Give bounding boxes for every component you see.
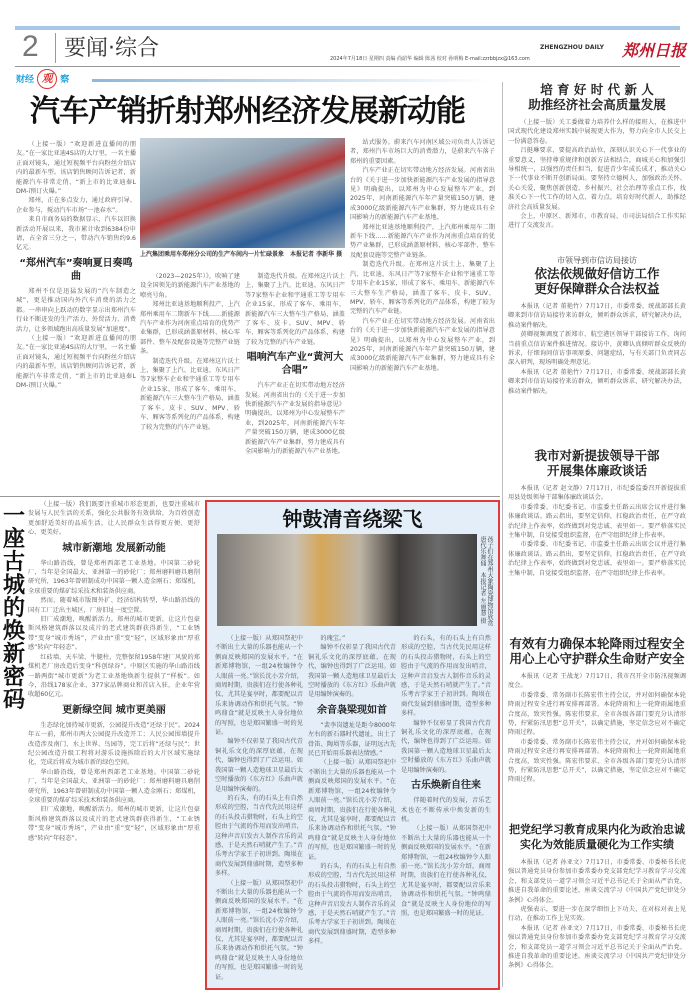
subheading: 更新绿空间 城市更美丽 [62,704,166,716]
feature-headline: 钟鼓清音绕梁飞 [282,507,423,531]
article-headline: 用心上心守护群众生命财产安全 [509,651,685,666]
lead-column-3: 制造迭代升级。在郑州这片沃土上，集聚了上汽、比亚迪、东风日产等7家整车企业和宇通重工等专用车企业15家，形成了客车、乘用车、新能源汽车三大整车生产格局，涵盖了客车、皮卡、SUV、MPV、轿车、厢客等系列化的产品体系，构建了较为完整的汽车产业链。 唱响汽车产业“黄河大合唱” 汽车产业正在切实带动地方经济发展。河南省出台的《关于进一步加快新能源汽车产业发展的指导意见》明确提出，以郑州为中心发展整车产业，到2025年，河南新能源汽车年产量突破150万辆，建成3000亿级新能源汽车产业集群，努力建成具有全国影响力的新能源汽车产业基地。 [245,273,345,456]
subheading: 古乐焕新自往来 [411,780,481,792]
tag-prefix: 财经 [16,75,35,85]
divider [92,79,492,82]
feature-column-2: 的瑰宝。” 编钟不仅彰显了我国古代青铜礼乐文化的深厚底蕴，在现代，编钟也得到了广泛运用。如我国第一颗人造地球卫星最后太空时播放的《东方红》乐曲声就是用编钟演奏的。 余音袅梁现如首 “裴李岗遗址是距今8000年左右的新石器时代遗址，出土了骨笛、陶埙等乐器，证明远古先民已开始用乐器表达情感。” （上接一版）从郑国祭祀中不断出土大量的乐器也能从一个侧面反映郑国的发展水平。“在新郑博物馆，一组24枚编钟令人眼前一亮。”馆长沈小芳介绍，商周时期，贵族们在行使各种礼仪，尤其是宴享时，都要配以音乐来协调动作和烘托气氛。“钟鸣鼎食”就是反映主人身份地位的写照，也是郑国繁盛一时的见证。 的石头，有的石头上有自然形成的空腔，当古代先民用这样的石头投击猎物时，石头上的空腔由于气流的作用而发出哨音，这种声音启发古人制作音乐的灵感，于是天然石哨就产生了。”音乐考古学家王子初讲到。陶埙在商代发展到鼎盛时期，造型多种多样。 [308,635,396,946]
article-body: 本报讯（记者 王战龙）7月17日，我市召开全市防汛视频调度会。 市委常委、常务副市长陈宏伟主持会议，并对如何确保本轮降雨过程安全进行再安排再部署。本轮降雨和上一轮降雨属地重合度高，致灾性强。陈宏伟要求，全市各级各部门要充分认清形势，拧紧防汛思想“总开关”，以确定措施，坚定信念应对不确定降雨过程。 市委常委、常务副市长陈宏伟主持会议，并对如何确保本轮降雨过程安全进行再安排再部署。本轮降雨和上一轮降雨属地重合度高，致灾性强。陈宏伟要求，全市各级各部门要充分认清形势，拧紧防汛思想“总开关”，以确定措施，坚定信念应对不确定降雨过程。 [508,673,686,784]
paper-english-name: ZHENGZHOU DAILY [540,44,604,51]
lead-column-4: 站式服务。蔚来汽车河南区域公司负责人告诉记者，郑州汽车市场巨大的消费潜力，是蔚来汽车落子郑州的重要因素。 汽车产业正在切实带动地方经济发展。河南省出台的《关于进一步加快新能源汽车产业发展的指导意见》明确提出，以郑州为中心发展整车产业，到2025年，河南新能源汽车年产量突破150万辆，建成3000亿级新能源汽车产业集群，努力建成具有全国影响力的新能源汽车产业基地。 郑州比亚迪基地顺利投产，上汽郑州乘用车二期新车下线……新能源汽车产业作为河南重点培育的优势产业集群，已形成涵盖原材料、核心零部件、整车及配套设施等完整产业链条。 制造迭代升级。在郑州这片沃土上，集聚了上汽、比亚迪、东风日产等7家整车企业和宇通重工等专用车企业15家，形成了客车、乘用车、新能源汽车三大整车生产格局，涵盖了客车、皮卡、SUV、MPV、轿车、厢客等系列化的产品体系，构建了较为完整的汽车产业链。 汽车产业正在切实带动地方经济发展。河南省出台的《关于进一步加快新能源汽车产业发展的指导意见》明确提出，以郑州为中心发展整车产业，到2025年，河南新能源汽车年产量突破150万辆，建成3000亿级新能源汽车产业集群，努力建成具有全国影响力的新能源汽车产业基地。 [350,139,495,372]
photo-caption: 上汽集团乘用车郑州分公司的生产车间内一片忙碌景象 本报记者 李新华 摄 [140,251,343,258]
article-body: （上接一版）关工委做着力培养什么样的接班人，在推进中国式现代化建设郑州实践中展现更大作为，努力向全市人民交上一份满意答卷。 吕挺琳要求，要提高政治站位，深刻认识关心下一代事业的重要意义，坚持尊重规律和创新方法相结合，商城关心和加强引导相统一，以强烈的责任担当，促进青少年成长成才，推动关心下一代事业不断开创新局面。要坚持立德树人，加强政治关怀、关心关爱，聚焦创新创造、乡村振兴、社会治理等重点工作，找准关心下一代工作的切入点、着力点，培育好时代新人，助推经济社会高质量发展。 会上，中原区、新郑市、市教育局、市司法局结合工作实际进行了交流发言。 [508,119,686,230]
divider [502,82,503,987]
article-headline: 把党纪学习教育成果内化为政治忠诚 [509,823,685,836]
feature-column-3: 的石头，有的石头上有自然形成的空腔，当古代先民用这样的石头投击猎物时，石头上的空腔由于气流的作用而发出哨音，这种声音启发古人制作音乐的灵感，于是天然石哨就产生了。”音乐考古学家王子初讲到。陶埙在商代发展到鼎盛时期，造型多种多样。 编钟不仅彰显了我国古代青铜礼乐文化的深厚底蕴，在现代，编钟也得到了广泛运用。如我国第一颗人造地球卫星最后太空时播放的《东方红》乐曲声就是用编钟演奏的。 古乐焕新自往来 伴随着时代的发展，音乐艺术也在不断传承中焕发新的生机。 （上接一版）从郑国祭祀中不断出土大量的乐器也能从一个侧面反映郑国的发展水平。“在新郑博物馆，一组24枚编钟令人眼前一亮。”馆长沈小芳介绍，商周时期，贵族们在行使各种礼仪，尤其是宴享时，都要配以音乐来协调动作和烘托气氛。“钟鸣鼎食”就是反映主人身份地位的写照，也是郑国繁盛一时的见证。 [401,635,491,917]
subheading: 唱响汽车产业“黄河大合唱” [246,352,344,377]
subheading: 余音袅梁现如首 [317,704,387,716]
lead-headline: 汽车产销折射郑州经济发展新动能 [30,94,465,129]
museum-photo [217,534,477,626]
right-article-4 [508,636,686,812]
photo-caption: 孩子们在郑州大象陶瓷博物馆欣赏唐代乐舞俑 本报记者 左丽慧 摄 [479,536,493,626]
article-headline: 开展集体廉政谈话 [546,463,647,478]
issue-meta: 2024年7月18日 星期四 责编 尚韶华 编辑 陈茜 校对 孙明梅 E-mail:zzrbbjzx@163.com [330,56,530,62]
feature-column-1: （上接一版）从郑国祭祀中不断出土大量的乐器也能从一个侧面反映郑国的发展水平。“在新郑博物馆，一组24枚编钟令人眼前一亮。”馆长沈小芳介绍，商周时期，贵族们在行使各种礼仪，尤其是宴享时，都要配以音乐来协调动作和烘托气氛。“钟鸣鼎食”就是反映主人身份地位的写照，也是郑国繁盛一时的见证。 编钟不仅彰显了我国古代青铜礼乐文化的深厚底蕴，在现代，编钟也得到了广泛运用。如我国第一颗人造地球卫星最后太空时播放的《东方红》乐曲声就是用编钟演奏的。 的石头，有的石头上有自然形成的空腔，当古代先民用这样的石头投击猎物时，石头上的空腔由于气流的作用而发出哨音，这种声音启发古人制作音乐的灵感，于是天然石哨就产生了。”音乐考古学家王子初讲到。陶埙在商代发展到鼎盛时期，造型多种多样。 （上接一版）从郑国祭祀中不断出土大量的乐器也能从一个侧面反映郑国的发展水平。“在新郑博物馆，一组24枚编钟令人眼前一亮。”馆长沈小芳介绍，商周时期，贵族们在行使各种礼仪，尤其是宴享时，都要配以音乐来协调动作和烘托气氛。“钟鸣鼎食”就是反映主人身份地位的写照，也是郑国繁盛一时的见证。 [215,635,303,981]
tag-suffix: 察 [60,75,70,85]
divider [0,496,500,497]
lead-column-2: （2023—2025年）》，吹响了建设全国领先的新能源汽车产业基地的嘹亮号角。 郑州比亚迪基地顺利投产，上汽郑州乘用车二期新车下线……新能源汽车产业作为河南重点培育的优势产业集群，已形成涵盖原材料、核心零部件、整车及配套设施等完整产业链条。 制造迭代升级。在郑州这片沃土上，集聚了上汽、比亚迪、东风日产等7家整车企业和宇通重工等专用车企业15家，形成了客车、乘用车、新能源汽车三大整车生产格局，涵盖了客车、皮卡、SUV、MPV、轿车、厢客等系列化的产品体系，构建了较为完整的汽车产业链。 [140,273,240,431]
header-rule [15,26,680,30]
article-body: 本报讯（记者 赵文静）7月17日，市纪委监委召开新提拔重用县处级领导干部集体廉政谈话会。 市委常委、市纪委书记、市监委主任路云出席会议并进行集体廉政谈话。路云指出，要坚定信仰，扛稳政治责任，在严守政治纪律上作表率，始终做到对党忠诚、表里如一。要严格落实民主集中制，自觉接受组织监督，在严守组织纪律上作表率。 市委常委、市纪委书记、市监委主任路云出席会议并进行集体廉政谈话。路云指出，要坚定信仰，扛稳政治责任，在严守政治纪律上作表率，始终做到对党忠诚、表里如一。要严格落实民主集中制，自觉接受组织监督，在严守组织纪律上作表率。 [508,485,686,577]
divider [55,33,56,63]
article-headline: 实化为效能质量硬化为工作实绩 [520,838,674,851]
article-body: 本报讯（记者 孙亚文）7月17日，市委常委、市委秘书长虎强以普通党员身份参加市委常委办党支部党纪学习教育学习交流会，和支部党员一道学习领会习近平总书记关于全面从严治党、推进自我革命的重要论述，座谈交流学习《中国共产党纪律处分条例》心得体会。 虎强表示，要进一步在深学细悟上下功夫，在对标对表上见行动，在推动工作上见实效。 本报讯（记者 孙亚文）7月17日，市委常委、市委秘书长虎强以普通党员身份参加市委常委办党支部党纪学习教育学习交流会，和支部党员一道学习领会习近平总书记关于全面从严治党、推进自我革命的重要论述，座谈交流学习《中国共产党纪律处分条例》心得体会。 [508,859,686,970]
right-article-5 [508,822,686,988]
article-kicker: 市领导到市信访局接访 [557,256,637,265]
right-article-1 [508,82,686,253]
article-headline: 我市对新提拔领导干部 [534,448,660,463]
article-headline: 更好保障群众合法权益 [534,281,660,296]
factory-photo [140,138,345,248]
article-headline: 助推经济社会高质量发展 [528,97,666,112]
article-body: 本报讯（记者 董艳竹）7月17日，市委常委、统战部部长黄卿来到市信访局接待来访群众，倾听群众诉求，研究解决办法，推动案件解决。 黄卿视频调度了新郑市、航空港区领导干部接访工作，询问当前重点信访案件推进情况。接访中，黄卿认真倾听群众反映的诉求，仔细询问信访事项原委、问题症结，与有关部门负责同志深入研判，现场明确处理意见。 本报讯（记者 董艳竹）7月17日，市委常委、统战部部长黄卿来到市信访局接待来访群众，倾听群众诉求，研究解决办法，推动案件解决。 [508,303,686,395]
feature-box [205,500,500,990]
section-name: 要闻·综合 [64,36,159,61]
divider [15,66,680,67]
article-headline: 有效有力确保本轮降雨过程安全 [509,636,685,651]
tag-circle: 观 [37,69,57,89]
article-headline: 培 育 好 时 代 新 人 [540,82,654,97]
paper-logo: 郑州日报 [622,41,687,60]
subheading: 城市新潮地 发展新动能 [62,542,166,554]
lead-column-1: （上接一版）“欢迎新进直播间的朋友。”在一家比亚迪4S店的大厅里，一名主播正面对镜头，通过短视频平台向粉丝介绍店内的最新车型。该店销售顾问告诉记者，新能源汽车非常走俏，“新上市的比亚迪秦L DM-i预订火爆。” 郑州，正在多点发力，通过政府引导、企业参与，搅动汽车市场“一池春水”。 来自市商务局的数据显示，汽车以旧换新活动开展以来，我市累计收到6384份申请，占全省三分之一，带动汽车销售约9.6亿元。 “郑州汽车”奏响夏日奏鸣曲 郑州不仅是迅猛发展的“汽车制造之城”，更是推动国内外汽车消费的活力之都。一串串向上跃动的数字显示出郑州汽车行业不断迸发的生产活力、外贸活力、消费活力，让多领域跑出高质量发展“加速度”。 （上接一版）“欢迎新进直播间的朋友。”在一家比亚迪4S店的大厅里，一名主播正面对镜头，通过短视频平台向粉丝介绍店内的最新车型。该店销售顾问告诉记者，新能源汽车非常走俏，“新上市的比亚迪秦L DM-i预订火爆。” [16,141,136,389]
second-article-body: （上接一版）我们既要注重城市形态更新，也要注重城市发展与人民生活的关系，强化公共服务有效供给，为百姓创造更加舒适美好的品质生活，让人民群众生活得更方便、更舒心、更美好。 城市新潮地 发展新动能 华山路沿线，曾是郑州西部老工业基地。中国第二砂轮厂，当年是全国最大、亚洲第一的砂轮厂；郑州磨料磨具磨削研究所，1963年曾研制成功中国第一颗人造金刚石；郑煤机，全球重要的煤矿综采技术和装备供应商。 然而，随着城市版图外扩、经济结构转型，华山路沿线的国有工厂迁出主城区，厂房旧址一度空置。 旧厂成潮地，唤醒新活力。郑州的城市更新，让这片包豪斯风格建筑群落以及成片的老式建筑群获得新生，“工业锈带”变身“城市秀场”，产业由“重”变“轻”，区域形象由“厚重感”转向“年轻态”。 红砖墙、天车梁、牛腿柱，完整保留1958年建厂风貌的郑煤机老厂房改造后变身“科创绿谷”。中原区实施的华山路沿线一路两街“城市更新”为老工业基地焕新生提供了“样板”。如今，沿线178家企业、377家品牌商业和首店入驻，企业年营收超60亿元。 更新绿空间 城市更美丽 生态绿化加持城市更新，公园提升改造“还绿于民”。2024年五一前，郑州市两大公园提升改造开工；人民公园围墙提升改造涉及南门、水上世界、鸟园等，完工后将“还绿与民”；世纪公园改造升级工程将对游乐设施拆除后的大片区域实施绿化，完成后将成为城市新的绿色空间。 华山路沿线，曾是郑州西部老工业基地。中国第二砂轮厂，当年是全国最大、亚洲第一的砂轮厂；郑州磨料磨具磨削研究所，1963年曾研制成功中国第一颗人造金刚石；郑煤机，全球重要的煤矿综采技术和装备供应商。 旧厂成潮地，唤醒新活力。郑州的城市更新，让这片包豪斯风格建筑群落以及成片的老式建筑群获得新生，“工业锈带”变身“城市秀场”，产业由“重”变“轻”，区域形象由“厚重感”转向“年轻态”。 [28,501,200,842]
second-headline: 一座古城的焕新密码 [2,504,25,713]
column-tag [16,69,69,90]
right-article-3 [508,448,686,629]
article-headline: 依法依规做好信访工作 [534,266,660,281]
right-article-2 [508,256,686,442]
page-number: 2 [22,30,39,63]
subheading: “郑州汽车”奏响夏日奏鸣曲 [19,257,133,282]
